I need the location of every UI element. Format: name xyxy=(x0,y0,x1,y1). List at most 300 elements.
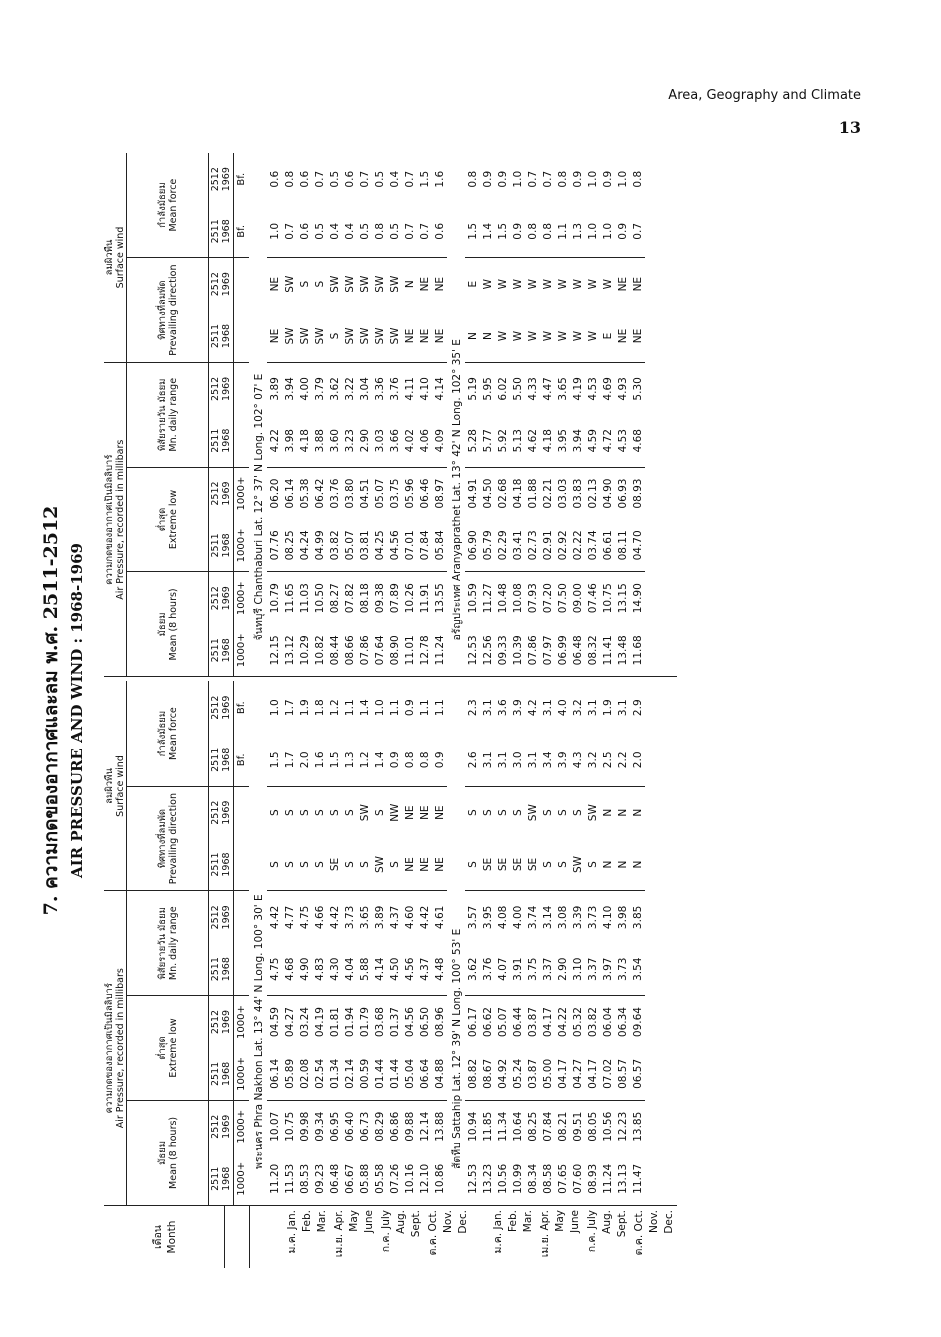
unit-label: 1000+ xyxy=(234,1048,250,1100)
extreme-header-thai: ต่ำสุด xyxy=(156,507,168,532)
table-cell: 0.5 xyxy=(328,170,341,188)
table-cell: 06.48 xyxy=(328,1163,341,1194)
column-header xyxy=(104,682,249,1206)
table-cell: S xyxy=(327,310,342,362)
table-cell: S xyxy=(387,839,402,891)
mean-header-thai: มัธยม xyxy=(156,1140,168,1165)
table-cell: 13.23 xyxy=(481,1163,494,1194)
table-cell: SW xyxy=(342,310,357,362)
table-cell: SW xyxy=(282,310,297,362)
table-cell: 07.26 xyxy=(388,1163,401,1194)
year-header: 2512 xyxy=(210,695,221,720)
table-cell: 3.79 xyxy=(313,377,326,401)
table-cell: 0.4 xyxy=(342,205,357,257)
table-cell: 10.26 xyxy=(403,583,416,614)
table-cell: NW xyxy=(388,803,401,822)
table-cell: 0.4 xyxy=(388,170,401,188)
station-heading: อรัญประเทศ Aranyaprathet Lat. 13° 42' N Long. 102° 35' E xyxy=(450,339,463,641)
station-heading: พระนคร Phra Nakhon Lat. 13° 44' N Long. 100° 30' E xyxy=(252,894,265,1169)
table-cell: W xyxy=(525,310,540,362)
month-header-thai: เดือน xyxy=(152,1225,165,1249)
table-cell: 01.44 xyxy=(372,1048,387,1100)
table-cell: 4.18 xyxy=(540,415,555,467)
table-cell: 14.90 xyxy=(631,583,644,614)
table-cell: 05.58 xyxy=(373,1163,386,1194)
table-cell: NE xyxy=(631,276,644,292)
table-cell: N xyxy=(616,808,629,817)
running-head: Area, Geography and Climate xyxy=(668,88,861,103)
table-cell: 03.75 xyxy=(388,478,401,509)
table-row xyxy=(312,682,327,1206)
daily-range-header-english: Mn. daily range xyxy=(167,906,179,981)
table-cell: 03.41 xyxy=(510,519,525,571)
table-cell: 4.42 xyxy=(418,905,431,930)
table-cell: 11.20 xyxy=(268,1163,281,1194)
table-cell: 03.74 xyxy=(585,519,600,571)
table-cell: 0.8 xyxy=(525,205,540,257)
table-cell: 0.9 xyxy=(615,205,630,257)
table-cell: 12.15 xyxy=(268,635,281,666)
table-cell: 3.98 xyxy=(616,905,629,930)
table-cell: 06.73 xyxy=(358,1111,371,1142)
table-row xyxy=(585,682,600,1206)
table-cell: 3.1 xyxy=(586,699,599,717)
table-cell: 0.6 xyxy=(297,205,312,257)
table-cell: NE xyxy=(432,310,447,362)
table-cell: 1.0 xyxy=(600,205,615,257)
table-cell: 11.65 xyxy=(283,583,296,614)
table-cell: 08.97 xyxy=(433,478,446,509)
table-cell: 02.92 xyxy=(555,519,570,571)
table-cell: 04.90 xyxy=(601,478,614,509)
month-label: Mar. xyxy=(316,1210,328,1233)
year-header: 2511 xyxy=(210,852,221,877)
month-label: Mar. xyxy=(522,1210,534,1233)
table-cell: 13.48 xyxy=(616,635,629,666)
year-header: 1969 xyxy=(221,376,232,401)
table-cell: 04.88 xyxy=(432,1048,447,1100)
table-cell: 08.32 xyxy=(586,635,599,666)
month-label: เม.ย. Apr. xyxy=(538,1210,551,1258)
table-cell: 4.90 xyxy=(297,943,312,995)
table-cell: S xyxy=(481,809,494,817)
table-body xyxy=(104,153,677,1268)
column-header xyxy=(104,153,249,677)
page-number: 13 xyxy=(838,118,861,137)
table-cell: NE xyxy=(402,310,417,362)
table-cell: 0.7 xyxy=(630,205,645,257)
table-cell: 4.00 xyxy=(298,377,311,401)
table-cell: 3.1 xyxy=(495,734,510,786)
table-cell: 0.6 xyxy=(432,205,447,257)
table-cell: 06.62 xyxy=(481,1007,494,1038)
table-row xyxy=(417,682,432,1206)
direction-header-english: Prevailing direction xyxy=(167,264,179,356)
table-cell: 06.61 xyxy=(600,519,615,571)
table-cell: 5.88 xyxy=(357,943,372,995)
table-row xyxy=(387,682,402,1206)
direction-header-thai: ทิศทางที่ลมพัด xyxy=(156,808,168,869)
table-cell: 10.39 xyxy=(511,635,524,666)
table-cell: 02.14 xyxy=(342,1048,357,1100)
table-cell: 5.77 xyxy=(480,415,495,467)
table-cell: 12.78 xyxy=(418,635,431,666)
table-cell: 3.1 xyxy=(616,699,629,717)
table-cell: 4.93 xyxy=(616,377,629,401)
table-cell: 10.48 xyxy=(496,583,509,614)
air-pressure-header-english: Air Pressure, recorded in millibars xyxy=(115,968,126,1129)
unit-label: Bf. xyxy=(234,734,250,786)
table-cell: S xyxy=(297,839,312,891)
table-row xyxy=(495,682,510,1206)
table-cell: 09.98 xyxy=(298,1111,311,1142)
air-pressure-header-thai: ความกดของอากาศเป็นมิลลิบาร์ xyxy=(104,454,115,585)
table-cell: 04.70 xyxy=(630,519,645,571)
table-cell: 07.86 xyxy=(526,635,539,666)
table-cell: 3.65 xyxy=(358,905,371,930)
table-cell: S xyxy=(541,809,554,817)
year-header: 2512 xyxy=(210,167,221,192)
direction-header-thai: ทิศทางที่ลมพัด xyxy=(156,280,168,340)
table-cell: 3.1 xyxy=(525,734,540,786)
table-cell: 07.93 xyxy=(526,583,539,614)
table-cell: 3.08 xyxy=(556,905,569,930)
table-cell: 5.50 xyxy=(511,377,524,401)
table-cell: 0.4 xyxy=(327,205,342,257)
table-row xyxy=(525,682,540,1206)
table-cell: N xyxy=(601,808,614,817)
table-cell: 3.23 xyxy=(342,415,357,467)
table-cell: 4.47 xyxy=(541,377,554,401)
table-cell: 5.92 xyxy=(495,415,510,467)
table-cell: 10.29 xyxy=(298,635,311,666)
unit-label: 1000+ xyxy=(234,519,250,571)
table-cell: 03.82 xyxy=(327,519,342,571)
table-cell: 3.89 xyxy=(268,377,281,401)
table-row xyxy=(282,153,297,677)
table-row xyxy=(570,153,585,677)
table-cell: 1.5 xyxy=(267,734,282,786)
table-cell: 3.03 xyxy=(372,415,387,467)
table-cell: 01.94 xyxy=(343,1007,356,1038)
year-header: 2512 xyxy=(210,800,221,825)
table-cell: S xyxy=(555,839,570,891)
table-cell: 3.60 xyxy=(327,415,342,467)
table-cell: SE xyxy=(495,839,510,891)
table-cell: 05.88 xyxy=(358,1163,371,1194)
year-header: 2512 xyxy=(210,1114,221,1139)
table-cell: W xyxy=(601,278,614,290)
table-cell: 11.85 xyxy=(481,1111,494,1142)
table-cell: 05.07 xyxy=(496,1007,509,1038)
mean-header-english: Mean (8 hours) xyxy=(167,588,179,661)
table-cell: W xyxy=(586,278,599,290)
table-cell: NE xyxy=(616,276,629,292)
table-cell: N xyxy=(631,808,644,817)
table-cell: 02.13 xyxy=(586,478,599,509)
table-cell: SW xyxy=(570,839,585,891)
table-cell: 0.5 xyxy=(373,170,386,188)
table-cell: 3.2 xyxy=(585,734,600,786)
table-cell: 08.53 xyxy=(298,1163,311,1194)
table-cell: 4.68 xyxy=(630,415,645,467)
table-cell: 08.96 xyxy=(433,1007,446,1038)
year-header: 2511 xyxy=(210,747,221,772)
table-cell: N xyxy=(615,839,630,891)
table-cell: N xyxy=(630,839,645,891)
month-label: ก.ค. July xyxy=(585,1210,598,1253)
table-row xyxy=(525,153,540,677)
table-cell: 3.0 xyxy=(510,734,525,786)
table-cell: 05.96 xyxy=(403,478,416,509)
table-cell: 4.42 xyxy=(328,905,341,930)
table-cell: 0.7 xyxy=(541,170,554,188)
table-row xyxy=(372,682,387,1206)
table-cell: 10.94 xyxy=(466,1111,479,1142)
table-cell: 0.6 xyxy=(268,170,281,188)
year-header: 2511 xyxy=(210,428,221,453)
table-cell: S xyxy=(328,809,341,817)
table-row xyxy=(615,153,630,677)
month-header-english: Month xyxy=(166,1220,179,1254)
table-cell: 05.89 xyxy=(282,1048,297,1100)
table-cell: 3.22 xyxy=(343,377,356,401)
table-cell: NE xyxy=(615,310,630,362)
table-cell: 5.28 xyxy=(465,415,480,467)
table-cell: 4.60 xyxy=(403,905,416,930)
table-row xyxy=(540,153,555,677)
table-cell: 04.56 xyxy=(403,1007,416,1038)
table-cell: 1.1 xyxy=(388,699,401,717)
table-cell: 08.90 xyxy=(388,635,401,666)
table-cell: 10.08 xyxy=(511,583,524,614)
table-cell: 08.93 xyxy=(631,478,644,509)
table-cell: 03.80 xyxy=(343,478,356,509)
table-cell: W xyxy=(511,278,524,290)
table-cell: 0.7 xyxy=(526,170,539,188)
table-cell: 06.14 xyxy=(267,1048,282,1100)
table-cell: 4.18 xyxy=(297,415,312,467)
table-cell: 3.37 xyxy=(540,943,555,995)
table-cell: W xyxy=(526,278,539,290)
table-cell: SW xyxy=(297,310,312,362)
table-cell: 4.62 xyxy=(525,415,540,467)
table-cell: 1.4 xyxy=(372,734,387,786)
table-cell: W xyxy=(570,310,585,362)
year-header: 2512 xyxy=(210,905,221,930)
table-cell: 04.22 xyxy=(556,1007,569,1038)
year-header: 1969 xyxy=(221,586,232,611)
station-block xyxy=(249,682,447,1206)
unit-label: 1000+ xyxy=(236,633,247,668)
year-header: 2512 xyxy=(210,586,221,611)
table-cell: 3.39 xyxy=(571,905,584,930)
table-cell: 0.8 xyxy=(631,170,644,188)
wind-header-thai: ลมผิวพื้น xyxy=(104,239,115,276)
table-cell: 1.9 xyxy=(601,699,614,717)
table-cell: 1.9 xyxy=(298,699,311,717)
table-cell: 07.46 xyxy=(586,583,599,614)
table-cell: 4.3 xyxy=(570,734,585,786)
table-cell: 1.6 xyxy=(433,170,446,188)
table-cell: 07.50 xyxy=(556,583,569,614)
table-cell: 02.21 xyxy=(541,478,554,509)
daily-range-header-thai: พิสัยรายวัน มัธยม xyxy=(156,378,168,451)
table-cell: S xyxy=(282,839,297,891)
table-cell: 4.04 xyxy=(342,943,357,995)
table-cell: 4.0 xyxy=(556,699,569,717)
table-row xyxy=(630,682,645,1206)
table-cell: 07.65 xyxy=(556,1163,569,1194)
table-cell: 0.8 xyxy=(466,170,479,188)
table-cell: SW xyxy=(357,310,372,362)
table-cell: 09.51 xyxy=(571,1111,584,1142)
unit-label: 1000+ xyxy=(236,1005,247,1039)
table-row xyxy=(402,153,417,677)
table-cell: 0.5 xyxy=(312,205,327,257)
table-cell: 01.81 xyxy=(328,1007,341,1038)
table-cell: NE xyxy=(418,805,431,820)
table-cell: 4.10 xyxy=(601,905,614,930)
table-cell: S xyxy=(571,809,584,817)
table-cell: 5.13 xyxy=(510,415,525,467)
table-cell: 1.5 xyxy=(327,734,342,786)
table-cell: 1.0 xyxy=(585,205,600,257)
year-header: 1969 xyxy=(221,1114,232,1139)
table-cell: 4.30 xyxy=(327,943,342,995)
table-cell: 2.2 xyxy=(615,734,630,786)
table-cell: 4.10 xyxy=(418,377,431,401)
table-cell: 13.85 xyxy=(631,1111,644,1142)
table-cell: 08.82 xyxy=(465,1048,480,1100)
table-cell: 3.76 xyxy=(480,943,495,995)
table-cell: 03.87 xyxy=(525,1048,540,1100)
table-cell: W xyxy=(496,278,509,290)
unit-label: 1000+ xyxy=(236,476,247,511)
table-cell: N xyxy=(600,839,615,891)
table-cell: 06.20 xyxy=(268,478,281,509)
table-cell: 0.6 xyxy=(343,170,356,188)
table-cell: 3.57 xyxy=(466,905,479,930)
table-cell: 3.1 xyxy=(541,699,554,717)
table-cell: 1.5 xyxy=(495,205,510,257)
table-cell: 10.86 xyxy=(433,1163,446,1194)
table-cell: 3.97 xyxy=(600,943,615,995)
year-header: 1968 xyxy=(221,428,232,453)
extreme-header-english: Extreme low xyxy=(167,1018,179,1078)
table-cell: 0.9 xyxy=(403,699,416,717)
table-cell: S xyxy=(496,809,509,817)
table-cell: 11.53 xyxy=(283,1163,296,1194)
table-cell: W xyxy=(585,310,600,362)
table-cell: 08.25 xyxy=(282,519,297,571)
table-cell: 4.00 xyxy=(511,905,524,930)
table-cell: 09.88 xyxy=(403,1111,416,1142)
table-cell: S xyxy=(268,809,281,817)
table-cell: 02.08 xyxy=(297,1048,312,1100)
table-cell: 06.42 xyxy=(313,478,326,509)
table-cell: 11.47 xyxy=(631,1163,644,1194)
table-cell: SE xyxy=(480,839,495,891)
table-cell: 4.75 xyxy=(298,905,311,930)
table-cell: 02.22 xyxy=(570,519,585,571)
table-cell: 05.38 xyxy=(298,478,311,509)
table-cell: 0.7 xyxy=(313,170,326,188)
table-cell: 04.56 xyxy=(387,519,402,571)
table-cell: 0.8 xyxy=(556,170,569,188)
table-cell: 10.75 xyxy=(283,1111,296,1142)
table-cell: 2.5 xyxy=(600,734,615,786)
table-cell: N xyxy=(480,310,495,362)
table-row xyxy=(630,153,645,677)
table-cell: S xyxy=(556,809,569,817)
year-header: 1968 xyxy=(221,638,232,663)
table-cell: 1.8 xyxy=(313,699,326,717)
table-cell: 09.34 xyxy=(313,1111,326,1142)
table-cell: 08.05 xyxy=(586,1111,599,1142)
table-cell: 4.77 xyxy=(283,905,296,930)
table-cell: 2.9 xyxy=(631,699,644,717)
table-cell: NE xyxy=(433,805,446,820)
table-cell: 0.9 xyxy=(510,205,525,257)
table-cell: 04.59 xyxy=(268,1007,281,1038)
rotated-table-page xyxy=(30,153,870,1268)
table-cell: 08.58 xyxy=(541,1163,554,1194)
wind-header-english: Surface wind xyxy=(115,755,126,817)
table-cell: 10.07 xyxy=(268,1111,281,1142)
wind-header-english: Surface wind xyxy=(115,226,126,289)
year-header: 1969 xyxy=(221,695,232,720)
table-cell: 08.29 xyxy=(373,1111,386,1142)
table-cell: W xyxy=(541,278,554,290)
table-cell: 2.0 xyxy=(630,734,645,786)
table-cell: 07.97 xyxy=(541,635,554,666)
table-cell: 04.51 xyxy=(358,478,371,509)
table-cell: 09.23 xyxy=(313,1163,326,1194)
table-cell: 07.01 xyxy=(402,519,417,571)
table-cell: SW xyxy=(328,275,341,293)
table-cell: 08.44 xyxy=(328,635,341,666)
table-cell: 06.99 xyxy=(556,635,569,666)
table-cell: 4.14 xyxy=(433,377,446,401)
year-header: 1969 xyxy=(221,167,232,192)
month-label: Nov. xyxy=(442,1210,454,1234)
unit-label: 1000+ xyxy=(236,1109,247,1144)
table-cell: 1.1 xyxy=(433,699,446,717)
table-cell: 0.5 xyxy=(387,205,402,257)
month-label: เม.ย. Apr. xyxy=(332,1210,345,1258)
force-header-english: Mean force xyxy=(167,707,179,761)
table-cell: 01.79 xyxy=(358,1007,371,1038)
table-cell: 3.66 xyxy=(387,415,402,467)
table-cell: 13.15 xyxy=(616,583,629,614)
month-column xyxy=(104,1206,677,1268)
table-cell: 4.59 xyxy=(585,415,600,467)
year-header: 1969 xyxy=(221,481,232,506)
table-row xyxy=(465,153,480,677)
table-cell: 5.95 xyxy=(481,377,494,401)
table-cell: 10.16 xyxy=(403,1163,416,1194)
table-cell: 3.37 xyxy=(585,943,600,995)
month-label: ต.ค. Oct. xyxy=(426,1210,439,1256)
table-cell: 06.17 xyxy=(466,1007,479,1038)
table-row xyxy=(465,682,480,1206)
table-cell: 13.13 xyxy=(616,1163,629,1194)
unit-label: Bf. xyxy=(236,701,247,715)
table-cell: SW xyxy=(387,310,402,362)
year-header: 2511 xyxy=(210,323,221,349)
table-cell: 06.90 xyxy=(465,519,480,571)
